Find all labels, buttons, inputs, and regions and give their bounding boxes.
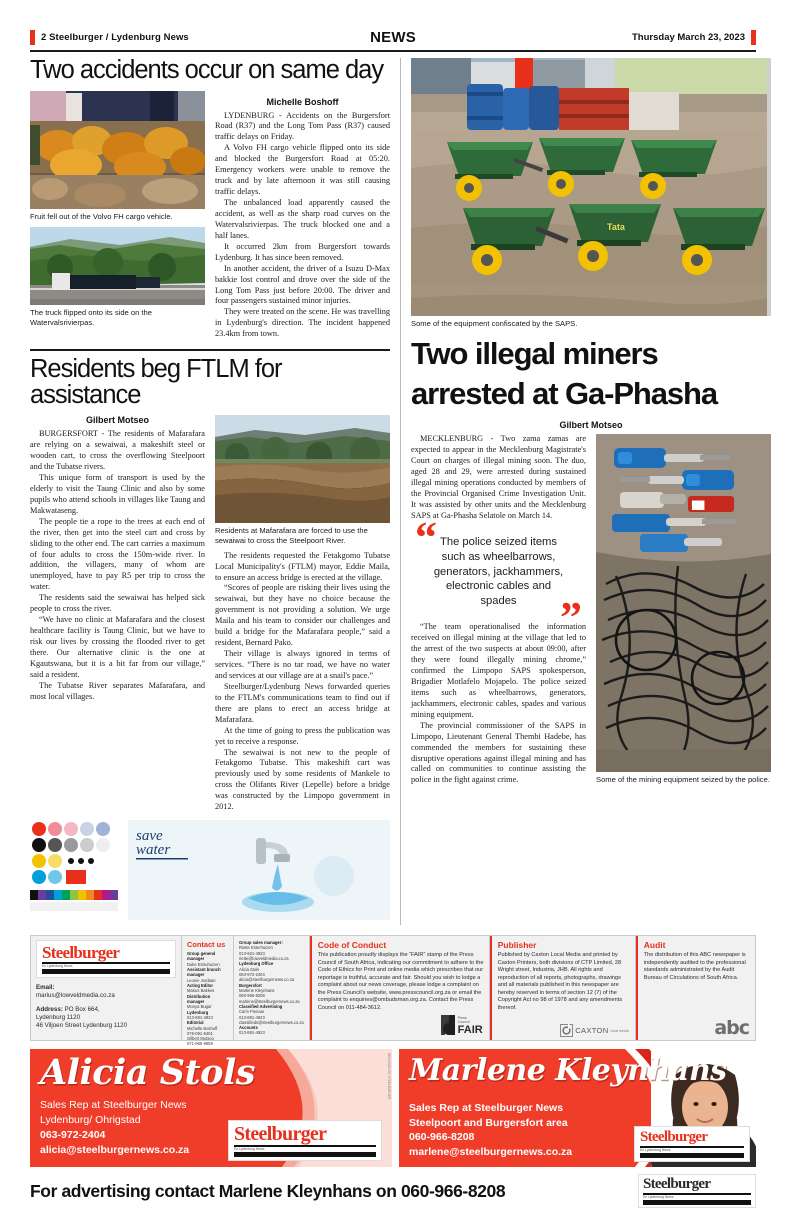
sales-list [239,940,304,1036]
contact-list [187,951,228,1047]
contact-label: Acting Editor [187,983,213,988]
folio-text: 2 Steelburger / Lydenburg News [41,31,189,43]
photo-caption-seized: Some of the mining equipment seized by the police. [596,774,770,784]
contact-value: Marius Bakkes [187,988,215,994]
colophon-contact [181,936,233,1047]
paragraph: “We have no clinic at Mafarafara and the closest healthcare facility is Taung Clinic, but we have to risk our lives by crossing the flooded river to get there. Our alternative clinic is the one at Kgautswana, but it is a bit far from our village,” said a resident. [30,615,205,679]
page-body [30,56,770,925]
logo-wordmark: Steelburger [643,1176,711,1193]
fair-stamp-icon [440,1014,456,1036]
advert-logo [634,1126,750,1162]
logo-wordmark: Steelburger [42,943,120,963]
paragraph: MECKLENBURG - Two zama zamas are expected to appear in the Mecklenburg Magistrate's Court on charges of illegal mining soon. The duo, aged 28 and 29, were arrested during sustained illegal mining operations conducted by members of the Provincial Organised Crime Investigation Unit. It was assisted by other units and the Mecklenburg SAPS at Ga-Phasha Selatole on March 14. [411,433,586,520]
advert-role: Sales Rep at Steelburger News [409,1101,564,1114]
caxton-wordmark: CAXTON [575,1026,609,1036]
newspaper-page [0,24,786,1201]
logo-bar [234,1152,376,1157]
contact-value: 076-091-5401 [187,1030,213,1036]
address-line1: PO Box 664, [64,1005,100,1013]
red-rule-icon [636,936,639,1040]
logo-wordmark: Steelburger [234,1123,327,1146]
section-divider [30,349,390,351]
colophon-audit [635,936,755,1040]
quote-open-icon: “ [415,513,437,563]
steelburger-logo [36,940,176,978]
article-residents-ftlm [30,357,390,925]
svg-text:save: save [136,828,163,845]
sales-label: Lydenburg Office [239,961,274,967]
page-header [30,24,756,52]
quote-close-icon: ” [560,593,582,643]
paragraph: “The team operationalised the information received on illegal mining at the village that led to the arrest of the two suspects at about 09:00, after they were found illegally mining chrome,” confirmed the Limpopo SAPS spokesperson, Brigadier Motlafelo Mojapelo. The police seized items such as wheelbarrows, generators, jackhammers, electronic cables, spades and various mining equipment. [411,622,586,719]
photo-truck-flipped [30,227,205,305]
contact-label: Assistant branch manager [187,967,221,978]
contact-value: 013-891-4923 [187,1014,213,1020]
sales-value: marlene@steelburgernews.co.za [239,998,300,1004]
article-byline: Gilbert Motseo [559,419,623,430]
photo-caption-river: Residents at Mafarafara are forced to use the sewaiwai to cross the Steelpoort River. [215,526,368,545]
paragraph: Steelburger/Lydenburg News forwarded queries to the FTLM's communications team to find out if there are plans to erect an access bridge at Mafarafara. [215,681,390,724]
logo-subtitle: En Lydenburg News [234,1147,265,1152]
advert-row [30,1049,756,1167]
sales-value: Marlene Kleynhans [239,987,275,993]
advert-phone[interactable]: 060-966-8208 [409,1131,475,1144]
colophon-code-of-conduct [309,936,489,1040]
caxton-sub: local media [610,1028,629,1033]
article-two-accidents [30,58,390,340]
right-column [411,58,771,925]
stamp-top: Press [457,1016,467,1021]
advert-area: Lydenburg/ Ohrigstad [40,1113,141,1126]
photo-caption-equipment: Some of the equipment confiscated by the SAPS. [411,319,578,328]
advert-name: Marlene Kleynhans [409,1053,727,1089]
sales-value: Alicia Stols [239,966,260,972]
paragraph: The unbalanced load apparently caused the accident, as well as the sharp road curves on the Watervalsrivierpas. The truck blocked one and a half lanes. [215,198,390,240]
advert-credit: DESIGNED BY STEELBURGER [387,1053,391,1100]
contact-label: Distribution manager [187,993,211,1004]
sales-label: Burgersfort [239,982,262,988]
paragraph: The Tubatse River separates Mafarafara, and most local villages. [30,680,205,701]
sales-value: alicia@steelburgernews.co.za [239,977,295,983]
caxton-logo [560,1024,629,1037]
advert-marlene-kleynhans[interactable] [399,1049,756,1167]
caxton-mark-icon [560,1024,573,1037]
contact-label: Lydenburg [187,1009,209,1015]
footer-logo [638,1174,756,1208]
contact-value: Monya Bugar [187,1004,212,1010]
address-line3: 46 Viljoen Street Lydenburg 1120 [36,1021,128,1029]
article-headline-line2: arrested at Ga-Phasha [411,376,717,412]
colophon [30,935,756,1047]
photo-river-sewaiwai [215,415,390,523]
sales-value: 063-972-2404 [239,972,265,977]
svg-text:water: water [136,842,171,859]
contact-value: Gilbert Motseo [187,1036,214,1042]
abc-logo: abc [714,1017,749,1040]
article-illegal-miners [411,335,771,787]
logo-bar [643,1200,751,1205]
paragraph: “Scores of people are risking their lives using the sewaiwai, but they have no choice because the government is not providing a solution. We urge Maila and his team to consider our challenges and build a bridge for the Mafarafara people,” said a resident, Bernard Pako. [215,583,390,648]
sales-label: Classified Advertising [239,1003,283,1009]
article-body [215,111,390,341]
logo-wordmark: Steelburger [640,1129,708,1146]
article-headline: Residents beg FTLM for assistance [30,355,282,409]
stamp-word: FAIR [457,1024,483,1037]
stamp-mid: Council [457,1020,470,1025]
audit-heading: Audit [643,940,666,951]
publisher-heading: Publisher [497,940,537,951]
paragraph: At the time of going to press the publication was yet to receive a response. [215,725,390,746]
svg-text:██: ██ [692,500,705,510]
email-value: marius@lowveldmedia.co.za [36,992,115,1000]
colophon-masthead [31,936,181,1040]
code-heading: Code of Conduct [317,940,387,951]
photo-caption-truck: The truck flipped onto its side on the Watervalsrivierpas. [30,308,152,327]
red-rule-icon [490,936,493,1040]
paragraph: The residents requested the Fetakgomo Tubatse Local Municipality's (FTLM) mayor, Eddie Maila, to ensure an access bridge is erected at the village. [215,550,390,582]
ad-save-water [128,820,390,925]
contact-heading: Contact us [187,940,226,950]
paragraph: The sewaiwai is not new to the people of Fetakgomo Tubatse. This makeshift cart was previously used by some residents of Mankele to cross the Olifants River (Lepelle) before a bridge was constructed by the Limpopo government in 2012. [215,747,390,812]
advert-alicia-stols[interactable] [30,1049,392,1167]
paragraph: A Volvo FH cargo vehicle flipped onto its side and blocked the Burgersfort Road at 05:20. Emergency workers were unable to remove the truck and by late afternoon it was still causing traffic delays. [215,143,390,197]
footer-advertising-bar [30,1174,756,1208]
logo-subtitle: En Lydenburg News [42,964,73,969]
paragraph: BURGERSFORT - The residents of Mafarafara are relying on a sewaiwai, a makeshift steel or wooden cart, to cross the overflowing Steelpoort and the Tubatse rivers. [30,429,205,471]
paragraph: The people tie a rope to the trees at each end of the river, then get into the steel cart and cross by sliding to the other end. The cart carries a maximum of four adults to cross the 150m-wide river. In addition, the villagers, many of whom are unemployed, have to pay R5 per trip to cross the water. [30,516,205,592]
footer-text: For advertising contact Marlene Kleynhans on 060-966-8208 [30,1180,506,1201]
paragraph: LYDENBURG - Accidents on the Burgersfort Road (R37) and the Long Tom Pass (R37) caused traffic delays on Friday. [215,110,390,142]
article-body-intro [411,434,586,522]
sales-label: Accounts [239,1025,258,1031]
issue-date: Thursday March 23, 2023 [632,31,745,43]
contact-value: Leonie Jordaan [187,977,216,983]
audit-text: The distribution of this ABC newspaper is independently audited to the professional standards administrated by the Audit Bureau of Circulations of South Africa. [643,952,746,981]
svg-text:Tata: Tata [607,222,625,232]
advert-email[interactable]: marlene@steelburgernews.co.za [409,1146,573,1159]
pull-quote-text: The police seized items such as wheelbarrows, generators, jackhammers, electronic cables and spades [433,536,564,607]
contact-label: Editorial [187,1020,204,1026]
photo-confiscated-equipment [411,58,771,316]
paragraph: Their village is always ignored in terms of services. “There is no tar road, we have no water and services at our village are at a snail's pace.” [215,649,390,680]
colour-test-chart [30,820,118,925]
sales-heading: Group sales manager: [239,940,283,946]
left-column [30,58,390,925]
code-text: This publication proudly displays the “FAIR” stamp of the Press Council of South Africa, indicating our commitment to adhere to the Code of Ethics for Print and online media which prescribes that our reportage is truthful, accurate and fair. Should you wish to lodge a complaint about our news coverage, please lodge a complaint on the Press Council's website, www.presscouncil.org.za or email the complaint to enquiries@ombudsman.org.za. Contact the Press Council on 011-484-3612. [317,952,484,1011]
photo-caption-fruit: Fruit fell out of the Volvo FH cargo vehicle. [30,211,173,221]
paragraph: This unique form of transport is used by the elderly to visit the Taung Clinic and also by some pupils who attend schools in villages like Taung and Makwataseng. [30,472,205,515]
advert-area: Steelpoort and Burgersfort area [409,1116,568,1129]
photo-fruit-spill [30,91,205,209]
sales-value: classifieds@steelburgernews.co.za [239,1019,304,1025]
paragraph: The provincial commissioner of the SAPS in Limpopo, Lieutenant General Thembi Hadebe, has commended the members for sustaining these disruptive operations against illegal mining and has called on communities to continue assisting the police in the fight against crime. [411,720,586,785]
article-headline: Two accidents occur on same day [30,56,384,84]
advert-email[interactable]: alicia@steelburgernews.co.za [40,1143,190,1156]
logo-subtitle: En Lydenburg News [640,1148,671,1153]
contact-label: Group general manager [187,951,216,962]
sales-value: 013-921-4923 [239,950,265,956]
logo-bar [640,1153,744,1158]
paragraph: They were treated on the scene. He was travelling in Lydenburg's direction. The incident happened 23.4km from town. [215,307,390,339]
article-headline-line1: Two illegal miners [411,335,658,371]
pull-quote [415,513,582,643]
email-label: Email: [36,984,55,992]
sales-value: riette@lowveldmedia.co.za [239,956,289,962]
advert-role: Sales Rep at Steelburger News [40,1098,187,1111]
section-title: NEWS [370,28,416,46]
sales-value: 013-891-4923 [239,1014,265,1020]
advert-name: Alicia Stols [40,1052,256,1094]
paragraph: The residents said the sewaiwai has helped sick people to cross the river. [30,593,205,614]
logo-subtitle: En Lydenburg News [643,1195,674,1200]
article-body-left [30,429,205,702]
article-body-right [215,551,390,814]
contact-value: 071-965-9659 [187,1041,213,1047]
article-body-after [411,622,586,786]
sales-value: 013-891-4923 [239,1030,265,1036]
contact-value: Michelle Boshoff [187,1025,218,1031]
photo-seized-mining-equipment [596,434,771,772]
paragraph: In another accident, the driver of a Isuzu D-Max bakkie lost control and drove over the side of the Long Tom Pass just before 20:00. The driver and four passengers sustained minor injuries. [215,263,390,306]
article-byline: Michelle Boshoff [266,96,339,107]
sales-value: Riette Esterhuizen [239,945,273,951]
colophon-sales [233,936,309,1040]
article-byline: Gilbert Motseo [85,415,149,426]
column-divider [400,58,401,925]
paragraph: It occurred 2km from Burgersfort towards Lydenburg. It has since been removed. [215,241,390,262]
press-council-fair-stamp [440,1014,483,1036]
red-rule-icon [310,936,313,1040]
advert-phone[interactable]: 063-972-2404 [40,1128,106,1141]
colophon-publisher [489,936,635,1040]
sales-value: 060-966-8208 [239,993,265,999]
contact-value: Duke Estruhuizen [187,961,220,967]
sales-value: Carin Pienaar [239,1009,265,1015]
advert-logo [228,1120,382,1161]
address-line2: Lydenburg 1120 [36,1013,81,1021]
address-label: Address: [36,1005,63,1013]
logo-bar [42,969,170,974]
publisher-text: Published by Caxton Local Media and printed by Caxton Printers, both divisions of CTP Limited, 28 Wright street, Industria, JHB. All rights and reproduction of all reports, photographs, drawings and all materials published in this newspaper are hereby reserved in terms of section 12 (7) of the Copyright Act no 98 of 1978 and any amendments thereof. [497,952,623,1011]
